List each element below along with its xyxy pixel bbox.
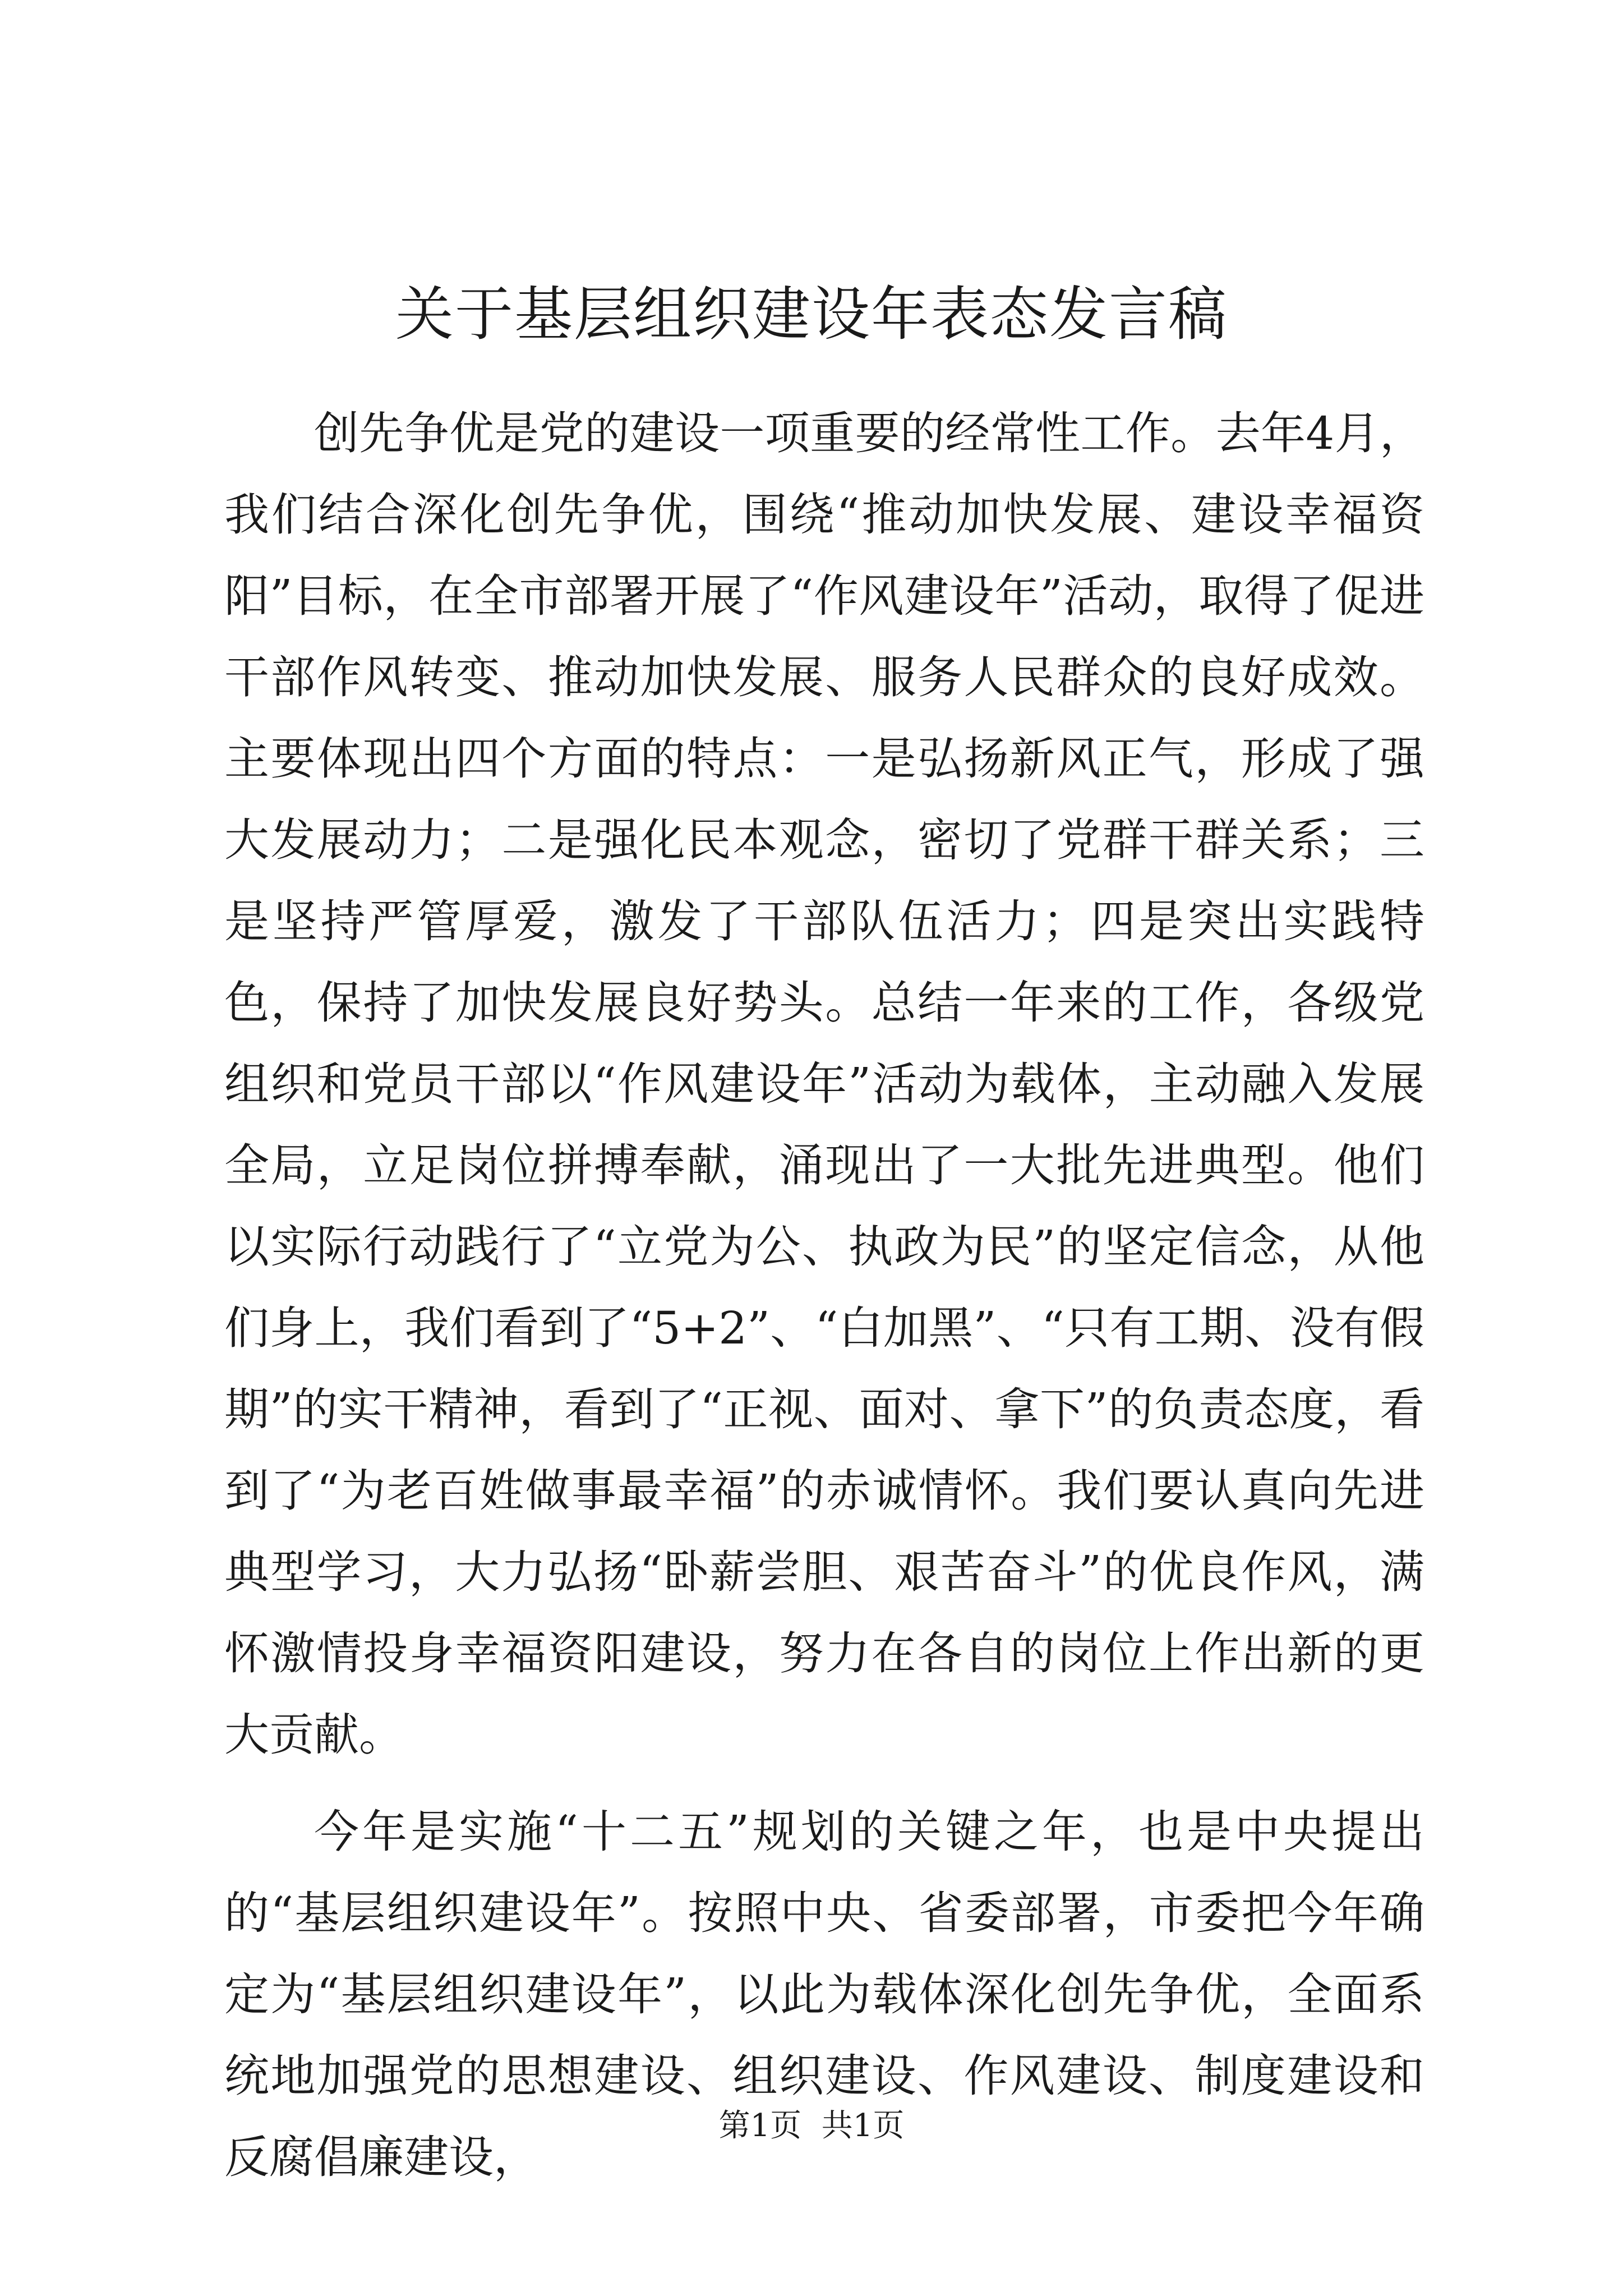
- paragraph-2: 今年是实施“十二五”规划的关键之年，也是中央提出的“基层组织建设年”。按照中央、省委部署，市委把今年确定为“基层组织建设年”，以此为载体深化创先争优，全面系统地加强党的思想建设、组织建设、作风建设、制度建设和反腐倡廉建设，: [224, 1806, 1424, 2183]
- paragraph-1: 创先争优是党的建设一项重要的经常性工作。去年4月，我们结合深化创先争优，围绕“推动加快发展、建设幸福资阳”目标，在全市部署开展了“作风建设年”活动，取得了促进干部作风转变、推动加快发展、服务人民群众的良好成效。主要体现出四个方面的特点：一是弘扬新风正气，形成了强大发展动力；二是强化民本观念，密切了党群干群关系；三是坚持严管厚爱，激发了干部队伍活力；四是突出实践特色，保持了加快发展良好势头。总结一年来的工作，各级党组织和党员干部以“作风建设年”活动为载体，主动融入发展全局，立足岗位拼搏奉献，涌现出了一大批先进典型。他们以实际行动践行了“立党为公、执政为民”的坚定信念，从他们身上，我们看到了“5+2”、“白加黑”、“只有工期、没有假期”的实干精神，看到了“正视、面对、拿下”的负责态度，看到了“为老百姓做事最幸福”的赤诚情怀。我们要认真向先进典型学习，大力弘扬“卧薪尝胆、艰苦奋斗”的优良作风，满怀激情投身幸福资阳建设，努力在各自的岗位上作出新的更大贡献。: [224, 407, 1424, 1761]
- page-footer: [0, 2106, 1623, 2146]
- document-title: 关于基层组织建设年表态发言稿: [395, 280, 1228, 348]
- page-number: 第1页 共1页: [718, 2108, 905, 2144]
- document-body: [224, 393, 1424, 2214]
